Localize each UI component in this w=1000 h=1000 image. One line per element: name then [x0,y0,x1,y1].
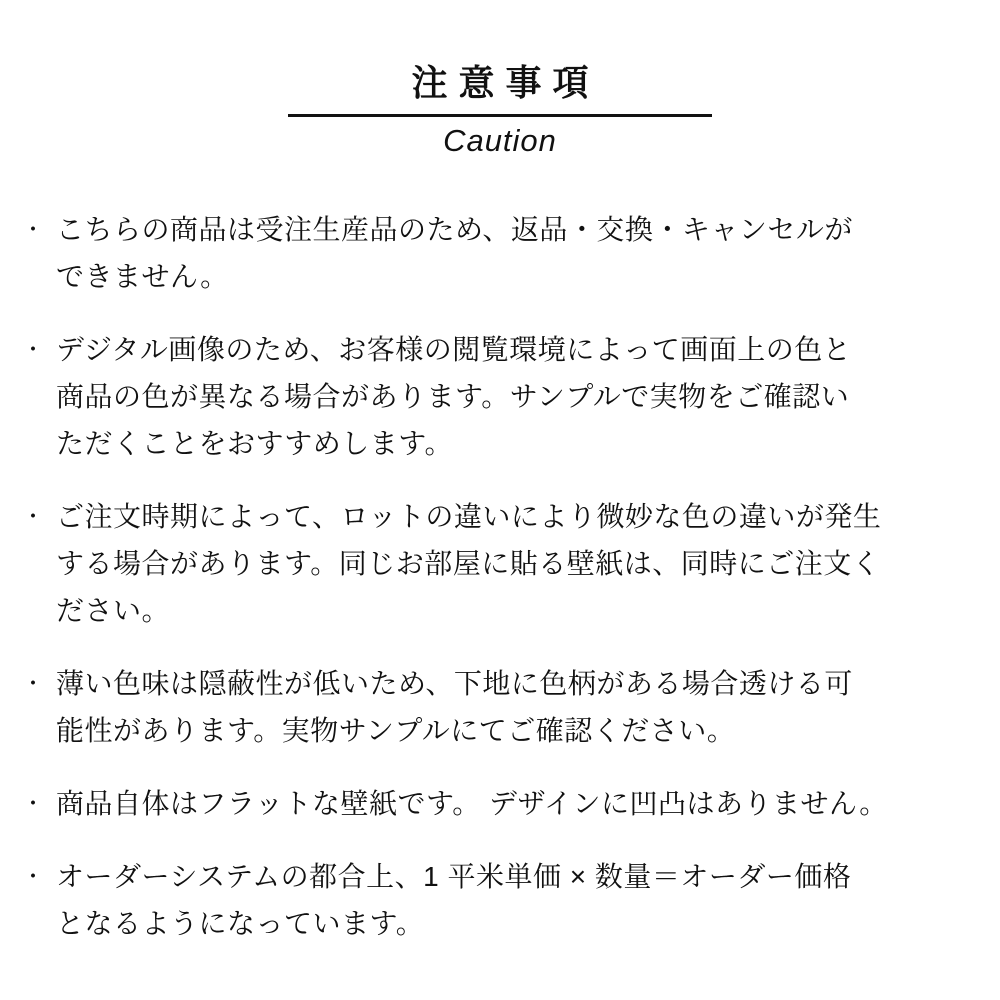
caution-header [0,0,1000,158]
bullet-icon: ・ [22,864,45,889]
note-line: 薄い色味は隠蔽性が低いため、下地に色柄がある場合透ける可 [56,668,853,699]
note-line: ご注文時期によって、ロットの違いにより微妙な色の違いが発生 [56,501,882,532]
bullet-icon: ・ [22,217,45,242]
note-line: 能性があります。実物サンプルにてご確認ください。 [56,715,736,746]
note-text [56,326,851,467]
note-line: ただくことをおすすめします。 [56,428,454,459]
note-line: こちらの商品は受注生産品のため、返品・交換・キャンセルが [56,214,853,245]
note-line: 商品自体はフラットな壁紙です。 デザインに凹凸はありません。 [56,788,888,819]
bullet-icon: ・ [22,671,45,696]
caution-note-lot-color-difference [20,493,980,634]
caution-note-order-system-pricing [20,853,980,947]
page-title: 注意事項 [411,62,600,103]
bullet-icon: ・ [22,504,45,529]
note-text [56,853,851,947]
note-line: となるようになっています。 [56,908,425,939]
title-divider [288,114,712,117]
note-line: 商品の色が異なる場合があります。サンプルで実物をご確認い [56,381,850,412]
note-text [56,206,853,300]
note-line: する場合があります。同じお部屋に貼る壁紙は、同時にご注文く [56,548,881,579]
bullet-icon: ・ [22,337,45,362]
caution-note-return-policy [20,206,980,300]
caution-note-digital-image-color [20,326,980,467]
note-text [56,660,853,754]
note-line: オーダーシステムの都合上、1 平米単価 × 数量＝オーダー価格 [56,861,852,892]
note-line: デジタル画像のため、お客様の閲覧環境によって画面上の色と [56,334,852,365]
bullet-icon: ・ [22,791,45,816]
caution-note-light-color-transparency [20,660,980,754]
note-line: ださい。 [56,595,171,626]
note-text [56,493,881,634]
note-line: できません。 [56,261,229,292]
caution-note-flat-wallpaper [20,780,980,827]
note-text [56,780,888,827]
caution-notes-list [0,206,1000,947]
page-subtitle: Caution [443,123,557,158]
